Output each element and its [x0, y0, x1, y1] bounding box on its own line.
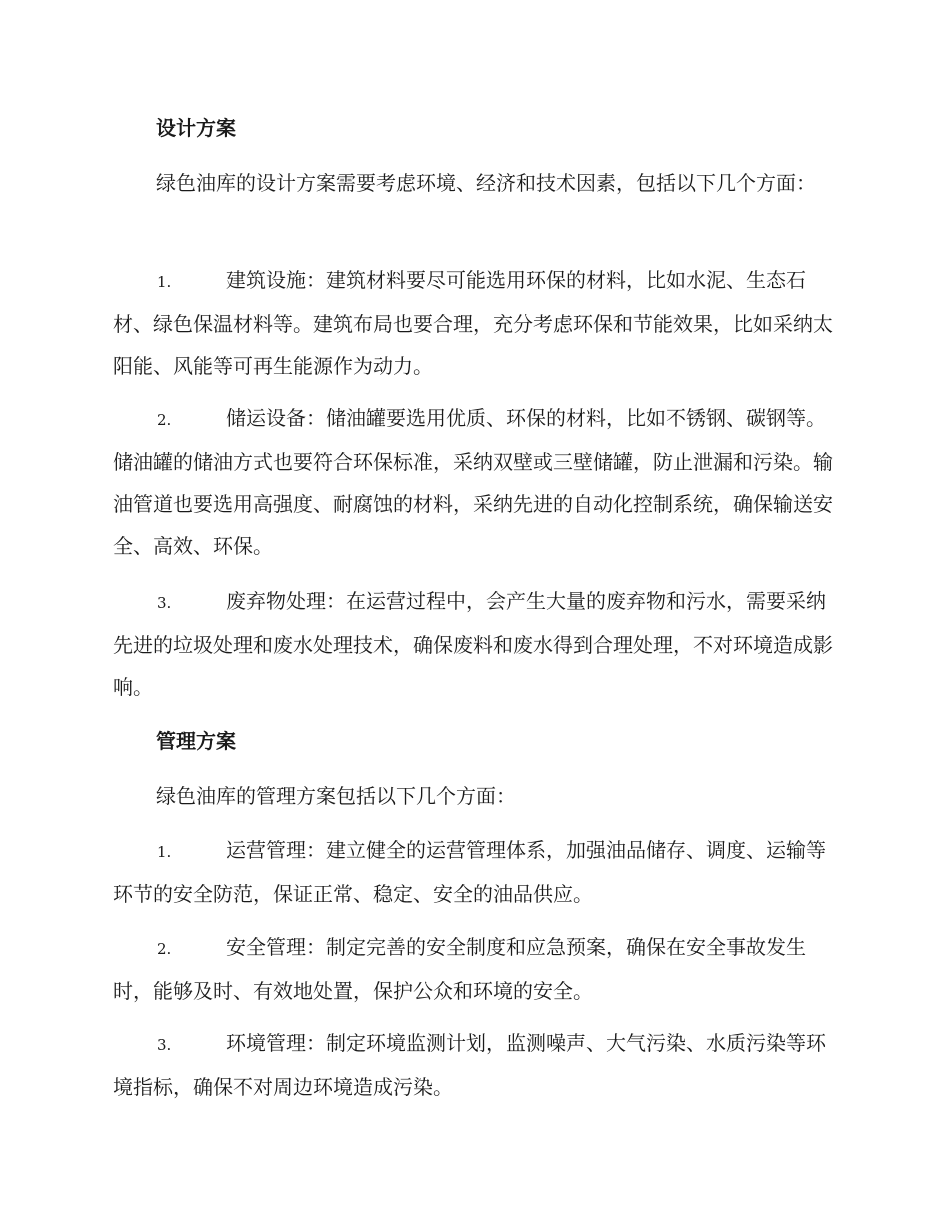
- design-item-3: [113, 580, 833, 708]
- management-intro: 绿色油库的管理方案包括以下几个方面：: [156, 784, 516, 808]
- list-item-text: 安全管理：制定完善的安全制度和应急预案，确保在安全事故发生时，能够及时、有效地处置，保护公众和环境的安全。: [113, 935, 806, 1003]
- list-number: 3.: [157, 1036, 172, 1054]
- list-item-text: 运营管理：建立健全的运营管理体系，加强油品储存、调度、运输等环节的安全防范，保证正常、稳定、安全的油品供应。: [113, 838, 826, 906]
- management-intro-block: [113, 775, 833, 817]
- management-heading: 管理方案: [156, 729, 236, 753]
- list-item-text: 储运设备：储油罐要选用优质、环保的材料，比如不锈钢、碳钢等。储油罐的储油方式也要符合环保标准，采纳双壁或三壁储罐，防止泄漏和污染。输油管道也要选用高强度、耐腐蚀的材料，采纳先进的自动化控制系统，确保输送安全、高效、环保。: [113, 406, 833, 558]
- list-item-text: 环境管理：制定环境监测计划，监测噪声、大气污染、水质污染等环境指标，确保不对周边环境造成污染。: [113, 1031, 826, 1099]
- list-item: [113, 397, 833, 567]
- design-item-2: [113, 397, 833, 567]
- list-number: 1.: [157, 843, 172, 861]
- management-item-1: [113, 829, 833, 915]
- management-item-3: [113, 1022, 833, 1108]
- list-item-text: 建筑设施：建筑材料要尽可能选用环保的材料，比如水泥、生态石材、绿色保温材料等。建筑布局也要合理，充分考虑环保和节能效果，比如采纳太阳能、风能等可再生能源作为动力。: [113, 268, 833, 378]
- design-heading-block: [113, 114, 833, 142]
- list-number: 3.: [157, 594, 172, 612]
- list-item-text: 废弃物处理：在运营过程中，会产生大量的废弃物和污水，需要采纳先进的垃圾处理和废水处理技术，确保废料和废水得到合理处理，不对环境造成影响。: [113, 589, 833, 699]
- design-item-1: [113, 259, 833, 387]
- management-heading-block: [113, 727, 833, 755]
- list-item: [113, 1022, 833, 1108]
- list-item: [113, 926, 833, 1012]
- list-number: 1.: [157, 273, 172, 291]
- design-intro-block: [113, 162, 833, 204]
- design-intro: 绿色油库的设计方案需要考虑环境、经济和技术因素，包括以下几个方面：: [156, 171, 816, 195]
- list-item: [113, 580, 833, 708]
- management-item-2: [113, 926, 833, 1012]
- list-number: 2.: [157, 411, 172, 429]
- list-item: [113, 259, 833, 387]
- design-heading: 设计方案: [156, 116, 236, 140]
- list-number: 2.: [157, 940, 172, 958]
- list-item: [113, 829, 833, 915]
